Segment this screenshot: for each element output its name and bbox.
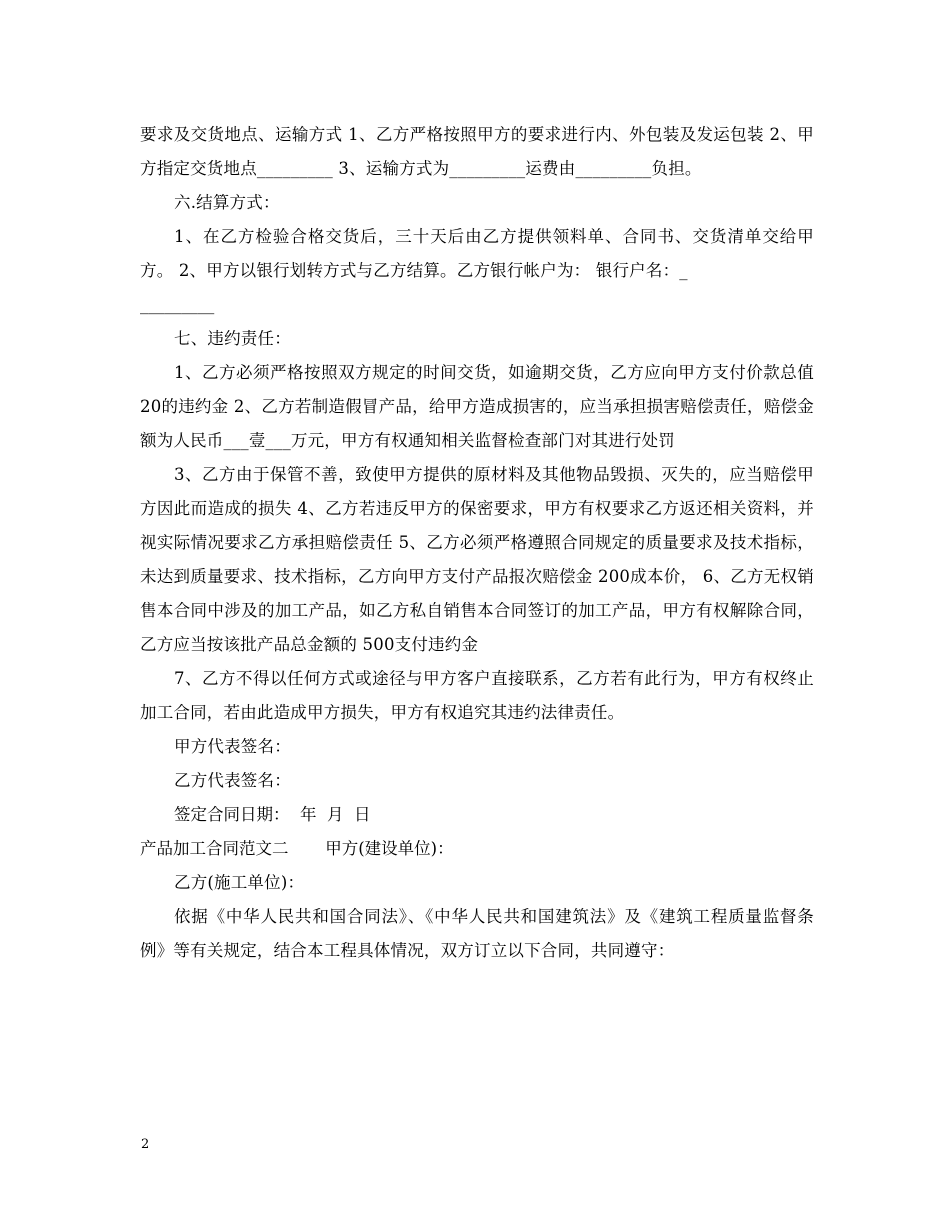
- paragraph-breach-clauses-3-6: 3、乙方由于保管不善，致使甲方提供的原材料及其他物品毁损、灭失的，应当赔偿甲方因此而造成的损失 4、乙方若违反甲方的保密要求，甲方有权要求乙方返还相关资料，并视实际情况要求乙方承担赔偿责任 5、乙方必须严格遵照合同规定的质量要求及技术指标，未达到质量要求、技术指标，乙方向甲方支付产品报次赔偿金 200成本价， 6、乙方无权销售本合同中涉及的加工产品，如乙方私自销售本合同签订的加工产品，甲方有权解除合同，乙方应当按该批产品总金额的 500支付违约金: [140, 465, 814, 654]
- heading-settlement-method: 六.结算方式：: [174, 193, 280, 212]
- paragraph-breach-clause-7: 7、乙方不得以任何方式或途径与甲方客户直接联系，乙方若有此行为，甲方有权终止加工合同，若由此造成甲方损失，甲方有权追究其违约法律责任。: [140, 669, 814, 722]
- party-a-signature-label: 甲方代表签名：: [174, 737, 291, 756]
- sample-two-title: 产品加工合同范文二 甲方(建设单位)：: [140, 839, 454, 858]
- heading-breach-liability: 七、违约责任：: [174, 329, 291, 348]
- paragraph-breach-clauses-1-2: 1、乙方必须严格按照双方规定的时间交货，如逾期交货，乙方应向甲方支付价款总值 20的违约金 2、乙方若制造假冒产品，给甲方造成损害的，应当承担损害赔偿责任，赔偿金额为人民币___壹___万元，甲方有权通知相关监督检查部门对其进行处罚: [140, 363, 814, 450]
- document-body: [140, 118, 814, 968]
- paragraph-packaging-delivery: 要求及交货地点、运输方式 1、乙方严格按照甲方的要求进行内、外包装及发运包装 2、甲方指定交货地点_________ 3、运输方式为_________运费由_________负担。: [140, 125, 814, 178]
- contract-date-label: 签定合同日期： 年 月 日: [174, 805, 371, 824]
- party-b-signature-label: 乙方代表签名：: [174, 771, 291, 790]
- paragraph-legal-basis: 依据《中华人民共和国合同法》、《中华人民共和国建筑法》及《建筑工程质量监督条例》等有关规定，结合本工程具体情况，双方订立以下合同，共同遵守：: [140, 907, 814, 960]
- paragraph-settlement-terms: 1、在乙方检验合格交货后，三十天后由乙方提供领料单、合同书、交货清单交给甲方。 2、甲方以银行划转方式与乙方结算。乙方银行帐户为： 银行户名：_: [140, 227, 814, 280]
- party-b-construction-unit-label: 乙方(施工单位)：: [174, 873, 305, 892]
- page-number: 2: [141, 1137, 150, 1152]
- blank-account-name-line: _________: [140, 295, 215, 314]
